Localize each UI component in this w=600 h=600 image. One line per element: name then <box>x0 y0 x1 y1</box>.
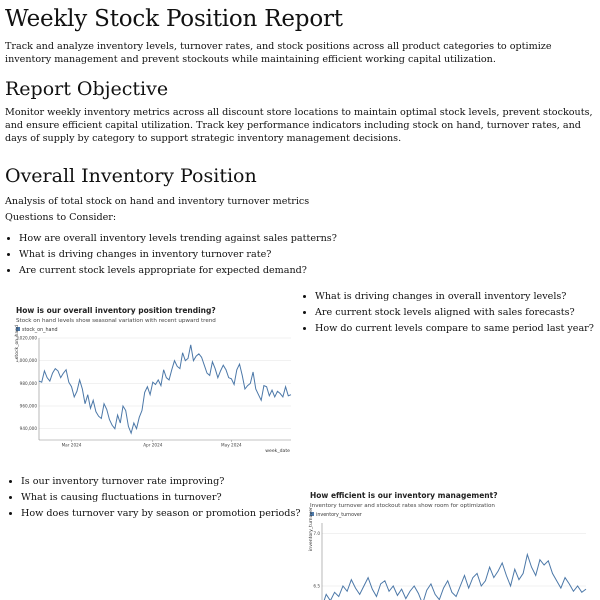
side-questions-list-1 <box>301 290 600 338</box>
list-item: • How does turnover vary by season or promotion periods? <box>21 507 311 520</box>
list-item: • How are overall inventory levels trending against sales patterns? <box>19 232 595 245</box>
stock-on-hand-chart <box>6 300 296 465</box>
objective-text: Monitor weekly inventory metrics across all discount store locations to maintain optimal stock levels, prevent stockouts, and ensure efficient capital utilization. Track key performance indicators including stock on hand, turnover rates, and days of supply by category to support strategic inventory management decisions. <box>5 107 593 144</box>
report-title: Weekly Stock Position Report <box>5 6 343 32</box>
legend-label: inventory_turnover <box>316 513 362 518</box>
y-tick-label: 7.0 <box>313 531 320 536</box>
side-questions-list-2 <box>7 475 311 523</box>
chart-title: How is our overall inventory position trending? <box>16 306 216 315</box>
x-tick-label: Mar 2024 <box>61 442 82 448</box>
x-tick-labels <box>62 440 242 448</box>
inventory-turnover-chart <box>304 485 594 600</box>
x-tick-label: Apr 2024 <box>143 442 163 448</box>
stock-on-hand-series-line <box>39 345 291 433</box>
report-intro: Track and analyze inventory levels, turnover rates, and stock positions across all product categories to optimize inventory management and prevent stockouts while maintaining efficient working capital utilization. <box>5 41 552 65</box>
objective-heading: Report Objective <box>5 78 169 100</box>
x-axis-label: week_date <box>265 449 290 454</box>
report-page <box>0 0 600 277</box>
chart-subtitle: Inventory turnover and stockout rates show room for optimization <box>310 503 495 509</box>
list-item: • How do current levels compare to same period last year? <box>315 322 600 335</box>
chart-subtitle: Stock on hand levels show seasonal variation with recent upward trend <box>16 318 216 324</box>
inventory-turnover-series-line <box>322 555 586 600</box>
y-tick-label: 960,000 <box>19 403 37 409</box>
list-item: • What is driving changes in overall inventory levels? <box>315 290 600 303</box>
y-tick-label: 940,000 <box>19 426 37 432</box>
y-axis-label: inventory_turnover <box>309 507 314 551</box>
y-gridlines <box>39 338 291 429</box>
overall-heading: Overall Inventory Position <box>5 165 257 187</box>
list-item: • Are current stock levels aligned with sales forecasts? <box>315 306 600 319</box>
legend-label: stock_on_hand <box>22 328 58 333</box>
list-item: • What is causing fluctuations in turnover? <box>21 491 311 504</box>
x-tick-label: May 2024 <box>221 442 242 448</box>
y-tick-label: 6.5 <box>313 583 320 589</box>
y-tick-label: 1,020,000 <box>15 335 37 341</box>
y-tick-label: 1,000,000 <box>15 358 37 364</box>
y-tick-label: 980,000 <box>19 380 37 386</box>
overall-questions-list <box>5 232 595 277</box>
list-item: • Are current stock levels appropriate for expected demand? <box>19 264 595 277</box>
y-tick-labels <box>313 531 320 589</box>
list-item: • What is driving changes in inventory turnover rate? <box>19 248 595 261</box>
list-item: • Is our inventory turnover rate improving? <box>21 475 311 488</box>
questions-label: Questions to Consider: <box>5 212 117 223</box>
y-gridlines <box>322 534 586 587</box>
y-axis-label: stock_on_hand <box>15 324 20 359</box>
overall-subtitle: Analysis of total stock on hand and inventory turnover metrics <box>5 196 310 207</box>
chart-title: How efficient is our inventory management? <box>310 491 498 500</box>
